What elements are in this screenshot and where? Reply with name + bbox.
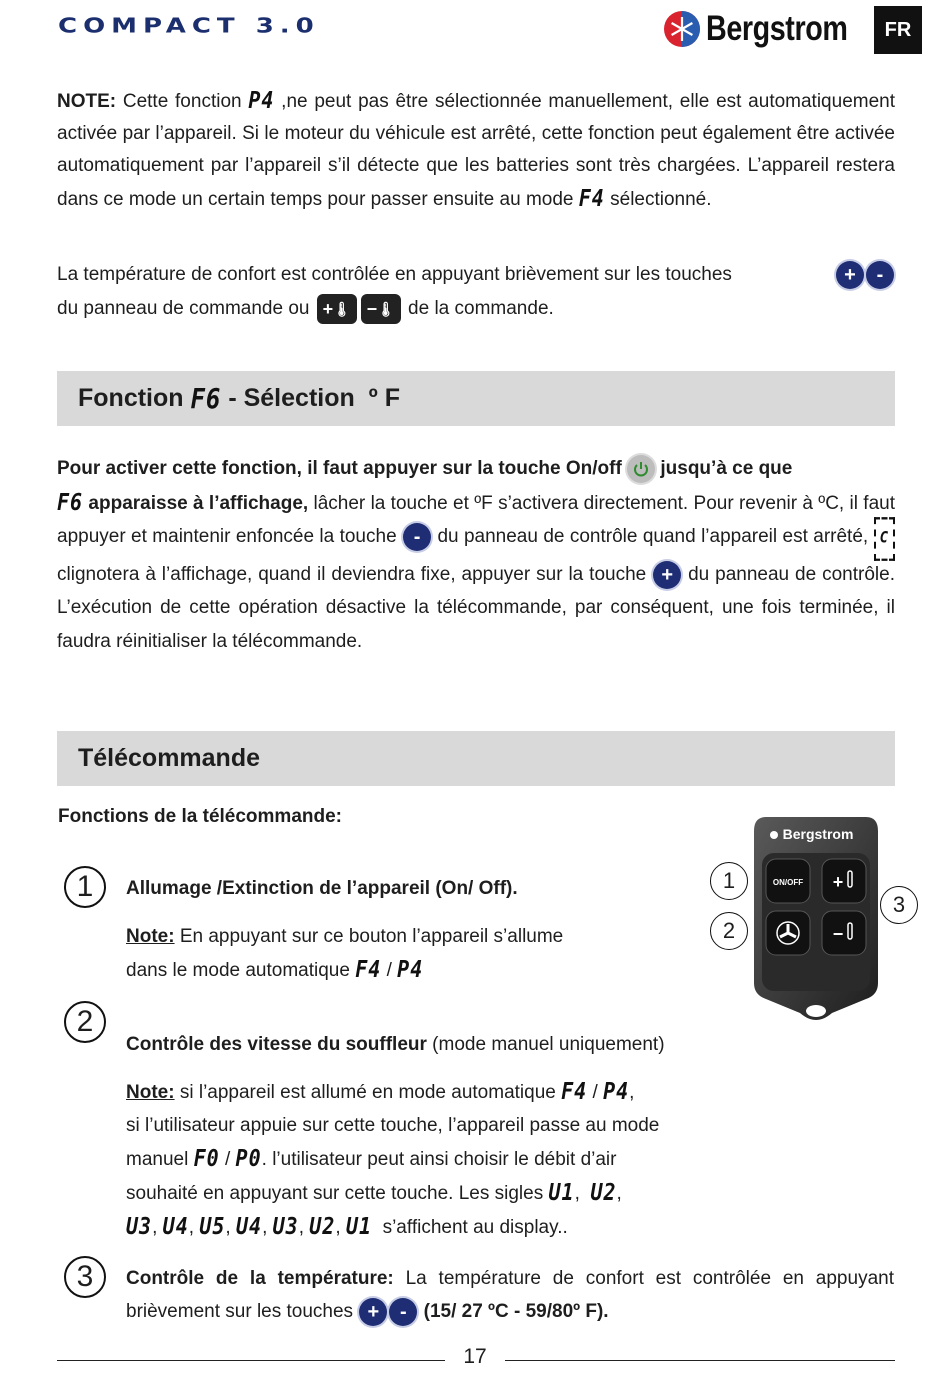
comfort-text-1: La température de confort est contrôlée en appuyant brièvement sur les touches — [57, 264, 732, 285]
item-2-note: Note: si l’appareil est allumé en mode automatique F4 / P4, si l’utilisateur appuie sur cette touche, l’appareil passe au mode manuel F0 / P0. l’utilisateur peut ainsi choisir le débit d’air souhaité en appuyant sur cette touche. Les sigles U1, U2, U3, U4, U5, U4, U3, U2, U1 s’affichent au display.. — [126, 1075, 736, 1244]
separator: / — [381, 960, 398, 981]
item-1-title: Allumage /Extinction de l’appareil (On/ Off). — [126, 878, 518, 899]
page-number: 17 — [463, 1345, 487, 1368]
language-badge: FR — [874, 6, 922, 54]
item-2-note-text-1: si l’appareil est allumé en mode automatique — [174, 1082, 562, 1103]
lcd-code-u4: U4 — [162, 1212, 189, 1240]
f6-bold-1: Pour activer cette fonction, il faut appuyer sur la touche On/off — [57, 458, 628, 479]
minus-button-icon: - — [866, 261, 894, 289]
remote-minus-label: − — [832, 924, 844, 944]
f6-text-2: du panneau de contrôle quand l’appareil est arrêté, — [432, 526, 874, 548]
lcd-code-p4: P4 — [248, 86, 275, 114]
note-text-3: sélectionné. — [604, 189, 712, 210]
section-f6-header — [57, 371, 895, 426]
f6-text-4: du panneau de contrôle. L’exécution de cette opération désactive la télécommande, par conséquent, une fois terminée, il faudra réinitialiser la télécommande. — [57, 563, 895, 652]
plus-button-icon: + — [359, 1298, 387, 1326]
lcd-code-u5: U5 — [199, 1212, 226, 1240]
section-remote-header: Télécommande — [57, 731, 895, 786]
lcd-code-u2: U2 — [590, 1178, 617, 1206]
snowflake-flame-icon — [662, 9, 702, 49]
logo-text: Bergstrom — [706, 9, 848, 48]
plus-button-icon: + — [653, 561, 681, 589]
functions-heading: Fonctions de la télécommande: — [58, 806, 342, 827]
lcd-code-f4: F4 — [355, 955, 382, 983]
brand-title: COMPACT 3.0 — [58, 14, 320, 38]
item-1-note — [126, 920, 563, 987]
minus-button-icon: - — [403, 523, 431, 551]
item-2-note-text-6: s’affichent au display.. — [372, 1217, 568, 1238]
remote-callout-3: 3 — [880, 886, 918, 924]
remote-plus-label: + — [832, 872, 844, 892]
item-2-note-text-3: manuel — [126, 1149, 194, 1170]
minus-button-icon: - — [389, 1298, 417, 1326]
footer-rule-right — [505, 1360, 895, 1361]
remote-callout-2: 2 — [710, 912, 748, 950]
comfort-text-3: de la commande. — [402, 298, 554, 319]
item-3-text — [126, 1262, 894, 1328]
item-1-note-text-1: En appuyant sur ce bouton l’appareil s’allume — [174, 926, 564, 947]
section-f6-title-post: - Sélection º F — [221, 384, 400, 412]
f6-bold-2: jusqu’à ce que — [655, 458, 793, 479]
bergstrom-logo — [662, 6, 878, 52]
note-label: NOTE: — [57, 91, 117, 112]
item-3-title: Contrôle de la température: — [126, 1268, 394, 1289]
lcd-code-f4: F4 — [578, 184, 605, 212]
lcd-code-u4: U4 — [235, 1212, 263, 1240]
lcd-code-p0: P0 — [235, 1144, 262, 1172]
note-text-2: ,ne peut pas être sélectionnée manuellement, elle est automatiquement activée par l’appareil. Si le moteur du véhicule est arrêté, cette fonction peut également être activée automatiquement par l’appareil s’il détecte que les batteries sont très chargées. L’appareil restera dans ce mode un certain temps pour passer ensuite au mode — [57, 91, 895, 210]
remote-plus-temp-icon: + 🌡 — [317, 294, 357, 324]
item-1-note-text-2: dans le mode automatique — [126, 960, 356, 981]
lcd-code-c: C — [874, 517, 895, 560]
lcd-code-f6: F6 — [190, 382, 222, 415]
lcd-code-u3: U3 — [126, 1212, 153, 1240]
remote-control-illustration — [752, 815, 880, 1027]
item-2-title-bold: Contrôle des vitesse du souffleur — [126, 1034, 427, 1055]
note-text-1: Cette fonction — [116, 91, 249, 112]
remote-minus-temp-icon: − 🌡 — [361, 294, 401, 324]
lcd-code-u1: U1 — [345, 1212, 373, 1240]
f6-text-3: clignotera à l’affichage, quand il deviendra fixe, appuyer sur la touche — [57, 563, 653, 585]
lcd-code-f6-inline: F6 — [57, 487, 84, 516]
lcd-code-p4: P4 — [397, 955, 424, 983]
f6-paragraph — [57, 452, 895, 659]
f6-bold-3: apparaisse à l’affichage, — [83, 492, 309, 514]
item-number-3: 3 — [64, 1256, 106, 1298]
lcd-code-u3: U3 — [272, 1212, 299, 1240]
plus-button-icon: + — [836, 261, 864, 289]
lcd-code-u1: U1 — [548, 1178, 575, 1206]
remote-logo: Bergstrom — [782, 826, 854, 842]
item-3-text-1: La température de confort est contrôlée en appuyant brièvement sur les touches — [126, 1268, 894, 1322]
note-paragraph — [57, 84, 895, 216]
item-2-note-text-4: . l’utilisateur peut ainsi choisir le débit d’air — [261, 1149, 617, 1170]
lcd-code-f4: F4 — [561, 1077, 588, 1105]
note-label: Note: — [126, 926, 175, 947]
lcd-code-u2: U2 — [309, 1212, 336, 1240]
comfort-text-2: du panneau de commande ou — [57, 298, 315, 319]
item-2-note-text-5: souhaité en appuyant sur cette touche. Les sigles — [126, 1183, 549, 1204]
f6-text-1: lâcher la touche et ºF s’activera directement. Pour revenir à ºC, il faut appuyer et maintenir enfoncée la touche — [57, 492, 895, 548]
item-2-title — [126, 1028, 665, 1061]
temperature-range: (15/ 27 ºC - 59/80º F). — [418, 1301, 609, 1322]
item-2-note-text-2: si l’utilisateur appuie sur cette touche, l’appareil passe au mode — [126, 1115, 660, 1136]
comfort-paragraph — [57, 258, 895, 326]
power-icon — [627, 455, 655, 483]
item-2-title-suffix: (mode manuel uniquement) — [426, 1034, 665, 1055]
section-f6-title-pre: Fonction — [78, 384, 184, 412]
lcd-code-p4: P4 — [603, 1077, 630, 1105]
footer-rule-left — [57, 1360, 445, 1361]
item-number-1: 1 — [64, 866, 106, 908]
remote-onoff-label: ON/OFF — [772, 878, 804, 887]
item-number-2: 2 — [64, 1001, 106, 1043]
remote-callout-1: 1 — [710, 862, 748, 900]
note-label: Note: — [126, 1082, 175, 1103]
lcd-code-f0: F0 — [193, 1144, 220, 1172]
